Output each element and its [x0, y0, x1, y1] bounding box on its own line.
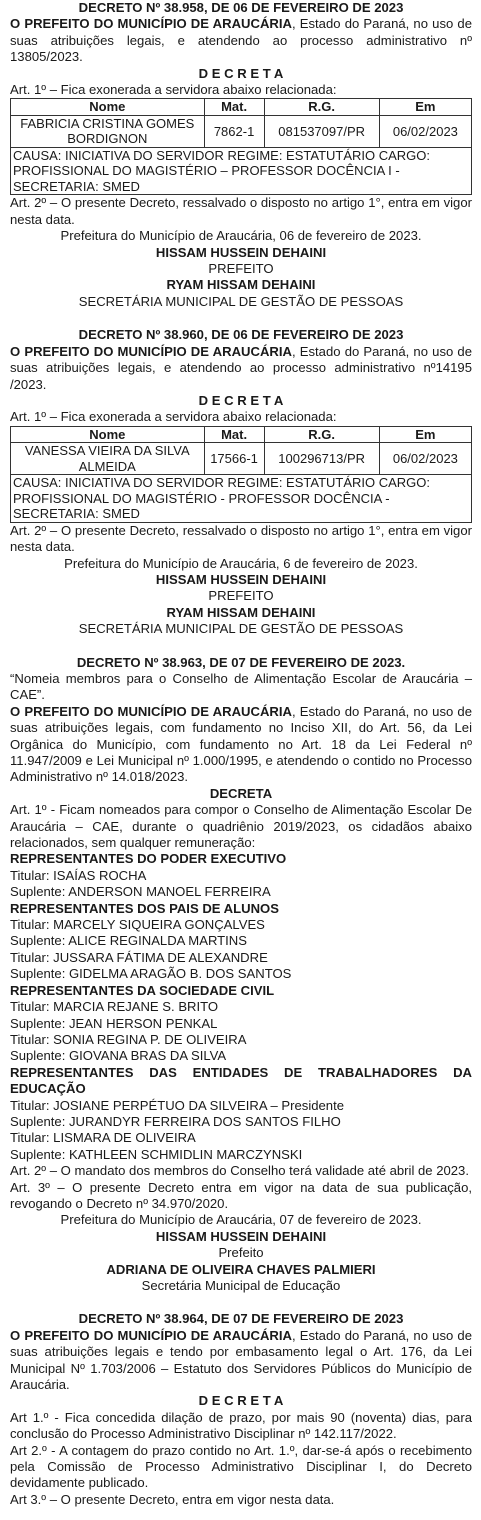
decree-title: DECRETO Nº 38.963, DE 07 DE FEVEREIRO DE 2023. — [76, 654, 406, 670]
member-line: Titular: JUSSARA FÁTIMA DE ALEXANDRE — [10, 949, 268, 965]
cell-rg: 081537097/PR — [264, 115, 379, 147]
article-2: Art 2.º - A contagem do prazo contido no Art. 1.º, dar-se-á após o recebimento pela Comissão de Processo Administrativo Disciplinar I, do Decreto devidamente publicado. — [10, 1442, 472, 1491]
signature-name-2: RYAM HISSAM DEHAINI — [166, 604, 316, 620]
table-row — [11, 115, 472, 147]
article-2: Art. 2º – O presente Decreto, ressalvado o disposto no artigo 1°, entra em vigor nesta data. — [10, 522, 472, 555]
decree-38964 — [10, 1311, 472, 1508]
article-2: Art. 2º – O mandato dos membros do Conselho terá validade até abril de 2023. — [10, 1163, 469, 1179]
section-gap — [10, 1294, 472, 1311]
intro-authority: O PREFEITO DO MUNICÍPIO DE ARAUCÁRIA — [10, 16, 292, 32]
servant-table — [10, 426, 472, 523]
signature-role-1: PREFEITO — [208, 261, 274, 277]
place-date: Prefeitura do Município de Araucária, 6 de fevereiro de 2023. — [64, 555, 418, 571]
decreta-heading: D E C R E T A — [198, 1393, 284, 1409]
intro-authority: O PREFEITO DO MUNICÍPIO DE ARAUCÁRIA — [10, 1327, 292, 1343]
decree-title: DECRETO Nº 38.960, DE 06 DE FEVEREIRO DE 2023 — [78, 327, 404, 343]
decree-38960 — [10, 327, 472, 637]
signature-role-2: Secretária Municipal de Educação — [141, 1278, 341, 1293]
member-line: Titular: MARCELY SIQUEIRA GONÇALVES — [10, 917, 265, 933]
servant-table — [10, 98, 472, 195]
signature-role-1: Prefeito — [218, 1245, 264, 1261]
signature-name-2: ADRIANA DE OLIVEIRA CHAVES PALMIERI — [106, 1261, 376, 1277]
col-header-rg: R.G. — [264, 426, 379, 443]
article-1: Art. 1º – Fica exonerada a servidora abaixo relacionada: — [10, 82, 337, 98]
member-line: Titular: LISMARA DE OLIVEIRA — [10, 1130, 196, 1146]
article-2: Art. 2º – O presente Decreto, ressalvado o disposto no artigo 1°, entra em vigor nesta data. — [10, 195, 472, 227]
article-1: Art 1.º - Fica concedida dilação de prazo, por mais 90 (noventa) dias, para conclusão do Processo Administrativo Disciplinar nº 142.117/2022. — [10, 1409, 472, 1442]
table-row — [11, 443, 472, 475]
intro-text: , Estado do Paraná, no uso de suas atribuições legais e tendo por embasamento legal o Art. 176, da Lei Municipal Nº 1.703/2006 – Estatuto dos Servidores Públicos do Município de Araucária. — [10, 1327, 472, 1393]
member-line: Titular: MARCIA REJANE S. BRITO — [10, 999, 219, 1015]
signature-name-2: RYAM HISSAM DEHAINI — [166, 277, 316, 293]
cell-date: 06/02/2023 — [379, 443, 471, 475]
signature-role-1: PREFEITO — [208, 588, 274, 604]
col-header-name: Nome — [11, 426, 205, 443]
member-line: Suplente: GIOVANA BRAS DA SILVA — [10, 1048, 227, 1064]
group-heading: REPRESENTANTES DOS PAIS DE ALUNOS — [10, 900, 279, 916]
decree-ementa: “Nomeia membros para o Conselho de Alimentação Escolar de Araucária – CAE”. — [10, 670, 472, 703]
decree-title: DECRETO Nº 38.964, DE 07 DE FEVEREIRO DE 2023 — [78, 1311, 404, 1327]
table-header-row — [11, 426, 472, 443]
signature-name-1: HISSAM HUSSEIN DEHAINI — [155, 244, 327, 260]
place-date: Prefeitura do Município de Araucária, 07 de fevereiro de 2023. — [60, 1212, 422, 1228]
member-line: Suplente: ALICE REGINALDA MARTINS — [10, 933, 247, 949]
cell-date: 06/02/2023 — [379, 115, 471, 147]
table-causa-row — [11, 475, 472, 523]
cell-mat: 7862-1 — [204, 115, 264, 147]
decree-intro — [10, 344, 472, 393]
intro-authority: O PREFEITO DO MUNICÍPIO DE ARAUCÁRIA — [10, 343, 292, 359]
cell-name: VANESSA VIEIRA DA SILVA ALMEIDA — [11, 443, 205, 475]
article-3: Art. 3º – O presente Decreto entra em vigor na data de sua publicação, revogando o Decreto nº 34.970/2020. — [10, 1179, 472, 1211]
section-gap — [10, 638, 472, 655]
group-heading: REPRESENTANTES DAS ENTIDADES DE TRABALHADORES DA EDUCAÇÃO — [10, 1064, 472, 1097]
member-line: Titular: SONIA REGINA P. DE OLIVEIRA — [10, 1031, 247, 1047]
section-gap — [10, 310, 472, 327]
member-line: Titular: ISAÍAS ROCHA — [10, 867, 147, 883]
member-line: Suplente: ANDERSON MANOEL FERREIRA — [10, 884, 271, 900]
col-header-date: Em — [379, 426, 471, 443]
member-line: Suplente: JURANDYR FERREIRA DOS SANTOS FILHO — [10, 1113, 341, 1129]
col-header-name: Nome — [11, 99, 205, 116]
signature-role-2: SECRETÁRIA MUNICIPAL DE GESTÃO DE PESSOAS — [78, 621, 404, 637]
table-header-row — [11, 99, 472, 116]
cell-causa: CAUSA: INICIATIVA DO SERVIDOR REGIME: ESTATUTÁRIO CARGO: PROFISSIONAL DO MAGISTÉRIO - PROFESSOR DOCÊNCIA - SECRETARIA: SMED — [11, 475, 472, 523]
article-1: Art. 1º - Ficam nomeados para compor o Conselho de Alimentação Escolar De Araucária – CAE, durante o quadriênio 2019/2023, os cidadãos abaixo relacionados, sem qualquer remuneração: — [10, 802, 472, 851]
cell-name: FABRICIA CRISTINA GOMES BORDIGNON — [11, 115, 205, 147]
decree-38958 — [10, 0, 472, 310]
col-header-date: Em — [379, 99, 471, 116]
col-header-mat: Mat. — [204, 426, 264, 443]
decreta-heading: D E C R E T A — [198, 65, 284, 81]
decreta-heading: DECRETA — [209, 785, 273, 801]
group-heading: REPRESENTANTES DA SOCIEDADE CIVIL — [10, 982, 275, 998]
intro-text: , Estado do Paraná, no uso de suas atribuições legais, e atendendo ao processo administrativo nº 13805/2023. — [10, 16, 472, 65]
cell-rg: 100296713/PR — [264, 443, 379, 475]
intro-text: , Estado do Paraná, no uso de suas atribuições legais, com fundamento no Inciso XII, do Art. 56, da Lei Orgânica do Município, com fundamento no Art. 18 da Lei Federal nº 11.947/2009 e Lei Municipal nº 1.000/1995, e atendendo o contido no Processo Administrativo nº 14.018/2023. — [10, 703, 472, 785]
decree-intro — [10, 704, 472, 786]
member-line: Titular: JOSIANE PERPÉTUO DA SILVEIRA – Presidente — [10, 1097, 345, 1113]
cell-causa: CAUSA: INICIATIVA DO SERVIDOR REGIME: ESTATUTÁRIO CARGO: PROFISSIONAL DO MAGISTÉRIO – PROFESSOR DOCÊNCIA I - SECRETARIA: SMED — [11, 147, 472, 195]
signature-name-1: HISSAM HUSSEIN DEHAINI — [155, 1228, 327, 1244]
article-1: Art. 1º – Fica exonerada a servidora abaixo relacionada: — [10, 409, 337, 425]
decree-title: DECRETO Nº 38.958, DE 06 DE FEVEREIRO DE 2023 — [78, 0, 404, 15]
member-line: Suplente: JEAN HERSON PENKAL — [10, 1015, 218, 1031]
member-line: Suplente: GIDELMA ARAGÃO B. DOS SANTOS — [10, 966, 292, 982]
col-header-mat: Mat. — [204, 99, 264, 116]
col-header-rg: R.G. — [264, 99, 379, 116]
decree-intro — [10, 1328, 472, 1394]
cell-mat: 17566-1 — [204, 443, 264, 475]
member-line: Suplente: KATHLEEN SCHMIDLIN MARCZYNSKI — [10, 1146, 303, 1162]
table-causa-row — [11, 147, 472, 195]
decree-38963 — [10, 655, 472, 1295]
intro-authority: O PREFEITO DO MUNICÍPIO DE ARAUCÁRIA — [10, 703, 292, 719]
signature-name-1: HISSAM HUSSEIN DEHAINI — [155, 571, 327, 587]
decree-intro — [10, 16, 472, 65]
decreta-heading: D E C R E T A — [198, 392, 284, 408]
group-heading: REPRESENTANTES DO PODER EXECUTIVO — [10, 851, 287, 867]
intro-text: , Estado do Paraná, no uso de suas atribuições legais, e atendendo ao processo administrativo nº14195 /2023. — [10, 343, 472, 392]
signature-role-2: SECRETÁRIA MUNICIPAL DE GESTÃO DE PESSOAS — [78, 293, 404, 309]
place-date: Prefeitura do Município de Araucária, 06 de fevereiro de 2023. — [60, 228, 422, 244]
article-3: Art 3.º – O presente Decreto, entra em vigor nesta data. — [10, 1491, 335, 1507]
